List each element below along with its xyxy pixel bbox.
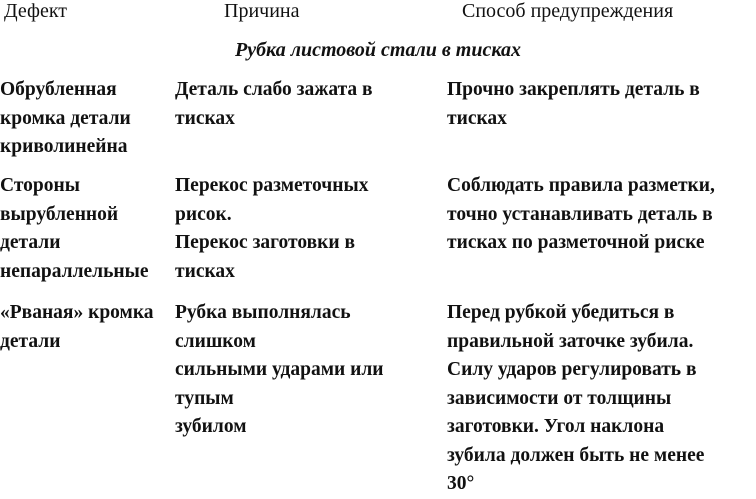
row-2-cause: Перекос разметочных рисок. Перекос заготовки в тисках <box>175 175 369 282</box>
row-1-prevention: Прочно закреплять деталь в тисках <box>447 79 700 129</box>
row-2-defect: Стороны вырубленной детали непараллельные <box>0 175 149 282</box>
row-1-cause: Деталь слабо зажата в тисках <box>175 79 373 129</box>
column-header-prevention: Способ предупреждения <box>462 0 674 22</box>
row-3-prevention: Перед рубкой убедиться в правильной заточке зубила. Силу ударов регулировать в зависимости от толщины заготовки. Угол наклона зубила должен быть не менее 30° <box>447 302 705 494</box>
section-title: Рубка листовой стали в тисках <box>234 39 521 61</box>
column-header-cause: Причина <box>224 0 300 22</box>
row-2-prevention: Соблюдать правила разметки, точно устанавливать деталь в тисках по разметочной риске <box>447 175 715 253</box>
row-3-defect: «Рваная» кромка детали <box>0 302 154 352</box>
row-3-cause: Рубка выполнялась слишком сильными ударами или тупым зубилом <box>175 302 384 437</box>
row-1-defect: Обрубленная кромка детали криволинейна <box>0 79 131 157</box>
column-header-defect: Дефект <box>4 0 68 22</box>
